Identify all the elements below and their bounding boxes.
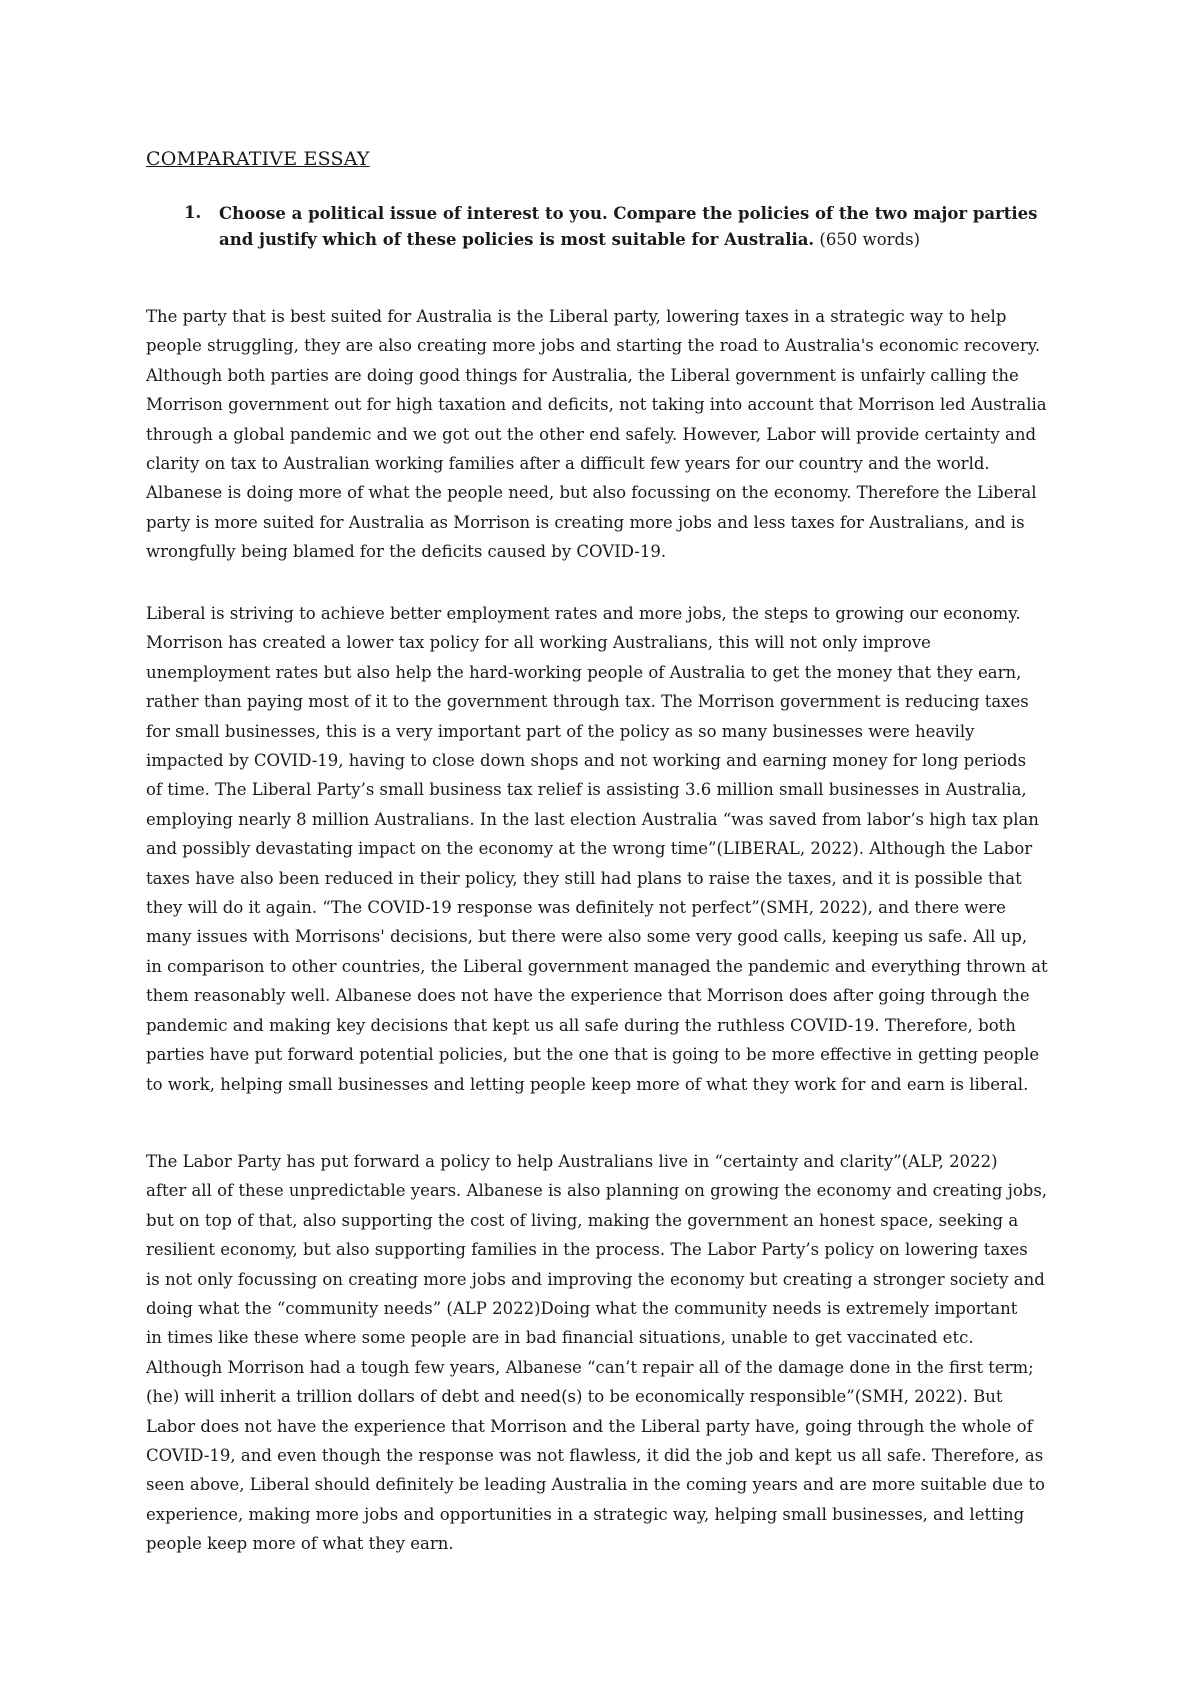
question-number: 1.: [184, 203, 202, 222]
paragraph-line: pandemic and making key decisions that kept us all safe during the ruthless COVID-19. Therefore, both: [146, 1015, 1016, 1035]
paragraph-line: but on top of that, also supporting the cost of living, making the government an honest space, seeking a: [146, 1210, 1019, 1230]
paragraph-line: Labor does not have the experience that Morrison and the Liberal party have, going through the whole of: [146, 1416, 1033, 1436]
paragraph-line: them reasonably well. Albanese does not have the experience that Morrison does after going through the: [146, 986, 1030, 1006]
paragraph-line: resilient economy, but also supporting families in the process. The Labor Party’s policy on lowering taxes: [146, 1240, 1028, 1260]
paragraph-line: many issues with Morrisons' decisions, but there were also some very good calls, keeping us safe. All up,: [146, 927, 1028, 947]
paragraph-line: people struggling, they are also creating more jobs and starting the road to Australia's economic recovery.: [146, 336, 1041, 356]
paragraph-line: people keep more of what they earn.: [146, 1534, 454, 1554]
paragraph-2: [146, 599, 1076, 1099]
paragraph-line: Morrison government out for high taxation and deficits, not taking into account that Morrison led Australia: [146, 395, 1047, 415]
paragraph-line: parties have put forward potential policies, but the one that is going to be more effective in getting people: [146, 1045, 1040, 1065]
paragraph-line: impacted by COVID-19, having to close down shops and not working and earning money for long periods: [146, 751, 1027, 771]
paragraph-line: The Labor Party has put forward a policy to help Australians live in “certainty and clarity”(ALP, 2022): [146, 1152, 998, 1171]
paragraph-line: Morrison has created a lower tax policy for all working Australians, this will not only improve: [146, 633, 931, 653]
question-text: [219, 201, 1069, 253]
paragraph-line: in comparison to other countries, the Liberal government managed the pandemic and everything thrown at: [146, 956, 1048, 976]
paragraph-line: for small businesses, this is a very important part of the policy as so many businesses were heavily: [146, 721, 975, 741]
paragraph-line: Albanese is doing more of what the people need, but also focussing on the economy. Therefore the Liberal: [146, 483, 1037, 503]
question-prompt: Choose a political issue of interest to you. Compare the policies of the two major parties and justify which of these policies is most suitable for Australia.: [219, 204, 1038, 249]
paragraph-line: after all of these unpredictable years. Albanese is also planning on growing the economy and creating jobs,: [146, 1181, 1048, 1201]
word-count: (650 words): [819, 230, 921, 249]
essay-title: COMPARATIVE ESSAY: [146, 148, 370, 170]
paragraph-line: is not only focussing on creating more jobs and improving the economy but creating a stronger society and: [146, 1269, 1045, 1289]
paragraph-line: doing what the “community needs” (ALP 2022)Doing what the community needs is extremely important: [146, 1299, 1018, 1319]
paragraph-line: and possibly devastating impact on the economy at the wrong time”(LIBERAL, 2022). Although the Labor: [146, 839, 1033, 859]
paragraph-line: they will do it again. “The COVID-19 response was definitely not perfect”(SMH, 2022), and there were: [146, 898, 1006, 918]
paragraph-line: clarity on tax to Australian working families after a difficult few years for our country and the world.: [146, 454, 990, 474]
paragraph-line: COVID-19, and even though the response was not flawless, it did the job and kept us all safe. Therefore, as: [146, 1446, 1044, 1466]
paragraph-line: Although Morrison had a tough few years, Albanese “can’t repair all of the damage done in the first term;: [146, 1357, 1034, 1377]
paragraph-line: of time. The Liberal Party’s small business tax relief is assisting 3.6 million small businesses in Australia,: [146, 780, 1027, 800]
paragraph-1: [146, 302, 1076, 567]
paragraph-line: The party that is best suited for Australia is the Liberal party, lowering taxes in a strategic way to help: [146, 307, 1007, 326]
paragraph-line: through a global pandemic and we got out the other end safely. However, Labor will provide certainty and: [146, 424, 1037, 444]
paragraph-line: party is more suited for Australia as Morrison is creating more jobs and less taxes for Australians, and is: [146, 512, 1025, 532]
paragraph-line: unemployment rates but also help the hard-working people of Australia to get the money that they earn,: [146, 662, 1022, 682]
paragraph-line: to work, helping small businesses and letting people keep more of what they work for and earn is liberal.: [146, 1074, 1029, 1094]
paragraph-line: Although both parties are doing good things for Australia, the Liberal government is unfairly calling the: [146, 365, 1019, 385]
paragraph-line: experience, making more jobs and opportunities in a strategic way, helping small businesses, and letting: [146, 1504, 1025, 1524]
paragraph-line: taxes have also been reduced in their policy, they still had plans to raise the taxes, and it is possible that: [146, 868, 1022, 888]
paragraph-line: Liberal is striving to achieve better employment rates and more jobs, the steps to growing our economy.: [146, 604, 1021, 623]
paragraph-line: employing nearly 8 million Australians. In the last election Australia “was saved from labor’s high tax plan: [146, 809, 1039, 829]
paragraph-line: seen above, Liberal should definitely be leading Australia in the coming years and are more suitable due to: [146, 1475, 1045, 1495]
paragraph-line: (he) will inherit a trillion dollars of debt and need(s) to be economically responsible”(SMH, 2022). But: [146, 1387, 1003, 1407]
paragraph-line: rather than paying most of it to the government through tax. The Morrison government is reducing taxes: [146, 692, 1029, 712]
paragraph-line: in times like these where some people are in bad financial situations, unable to get vaccinated etc.: [146, 1328, 974, 1348]
paragraph-line: wrongfully being blamed for the deficits caused by COVID-19.: [146, 542, 667, 562]
paragraph-3: [146, 1147, 1076, 1559]
